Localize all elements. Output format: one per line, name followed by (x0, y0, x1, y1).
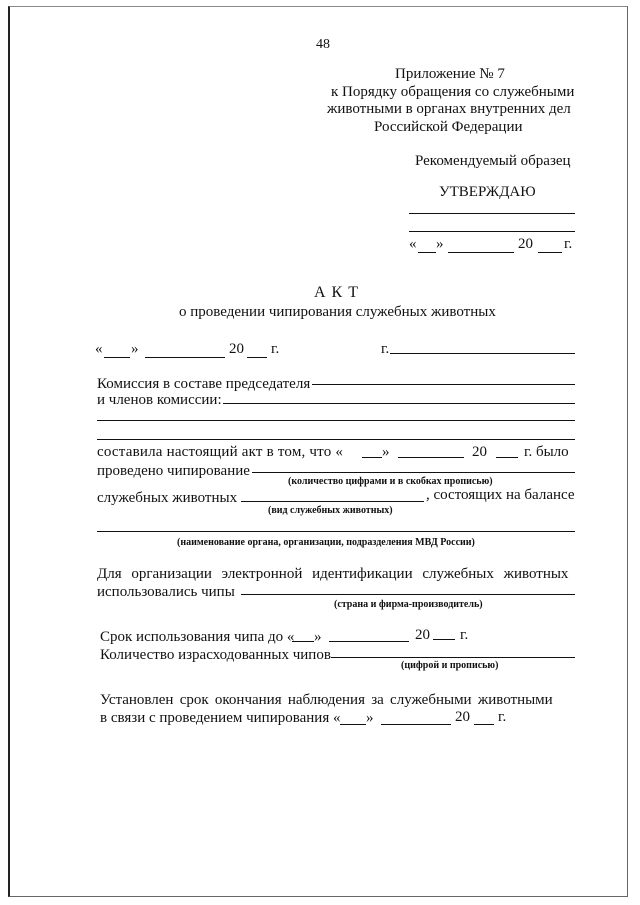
page-number: 48 (316, 37, 330, 52)
act-subtitle: о проведении чипирования служебных животных (179, 304, 496, 320)
observation-day-line (340, 724, 366, 725)
hint-org: (наименование органа, организации, подразделения МВД России) (177, 537, 475, 548)
chip-day-line (292, 641, 314, 642)
observation-line2-suffix: г. (498, 709, 507, 725)
chip-term-suffix: г. (460, 627, 469, 643)
compiled-text-start: составила настоящий акт в том, что « (97, 444, 344, 460)
approve-date-close: » (436, 236, 444, 252)
approve-title: УТВЕРЖДАЮ (439, 184, 536, 200)
identification-line2: использовались чипы (97, 584, 235, 600)
appendix-line2: к Порядку обращения со служебными (331, 84, 575, 100)
act-date-close: » (131, 341, 139, 357)
chip-term-year: 20 (415, 627, 430, 643)
act-city-line (390, 353, 575, 354)
act-day-line (104, 357, 130, 358)
approve-date-suffix: г. (564, 236, 573, 252)
observation-line2-close: » (366, 710, 374, 726)
identification-line1: Для организации электронной идентификации служебных животных (97, 566, 569, 582)
hint-count: (цифрой и прописью) (401, 660, 499, 671)
approve-name-line (409, 231, 575, 232)
appendix-line3: животными в органах внутренних дел (327, 101, 571, 117)
hint-quantity: (количество цифрами и в скобках прописью) (288, 476, 493, 487)
act-date-open: « (95, 341, 103, 357)
compiled-species-line (241, 501, 424, 502)
appendix-title: Приложение № 7 (395, 66, 505, 82)
chip-month-line (329, 641, 409, 642)
observation-line2-start: в связи с проведением чипирования « (100, 710, 341, 726)
act-title: А К Т (314, 284, 359, 301)
commission-members-line-2 (97, 420, 575, 421)
observation-month-line (381, 724, 451, 725)
commission-members-line-1 (223, 403, 575, 404)
act-year-line (247, 357, 267, 358)
act-city-prefix: г. (381, 341, 390, 357)
observation-year-line (474, 724, 494, 725)
commission-chair-label: Комиссия в составе председателя (97, 376, 311, 392)
hint-species: (вид служебных животных) (268, 505, 393, 516)
appendix-line4: Российской Федерации (374, 119, 523, 135)
chip-year-line (433, 639, 455, 640)
chip-count-label: Количество израсходованных чипов (100, 647, 331, 663)
commission-chair-line (312, 384, 575, 385)
hint-manufacturer: (страна и фирма-производитель) (334, 599, 483, 610)
identification-line (241, 594, 575, 595)
compiled-animals-label: служебных животных (97, 490, 238, 506)
compiled-quantity-line (252, 472, 575, 473)
compiled-day-line (362, 457, 382, 458)
commission-members-line-3 (97, 439, 575, 440)
approve-signature-line (409, 213, 575, 214)
compiled-text-close: » (382, 444, 390, 460)
approve-month-line (448, 252, 514, 253)
chip-term-label: Срок использования чипа до « (100, 629, 295, 645)
act-month-line (145, 357, 225, 358)
observation-line1: Установлен срок окончания наблюдения за служебными животными (100, 692, 553, 708)
compiled-balance-label: , состоящих на балансе (426, 487, 575, 503)
chip-count-line (331, 657, 575, 658)
act-date-suffix: г. (271, 341, 280, 357)
compiled-org-line (97, 531, 575, 532)
compiled-year-line (496, 457, 518, 458)
compiled-text-year: 20 (472, 444, 487, 460)
approve-date-open: « (409, 236, 417, 252)
compiled-month-line (398, 457, 464, 458)
approve-date-year: 20 (518, 236, 533, 252)
commission-members-label: и членов комиссии: (97, 392, 222, 408)
observation-line2-year: 20 (455, 709, 470, 725)
act-date-year: 20 (229, 341, 244, 357)
recommended-sample: Рекомендуемый образец (415, 153, 571, 169)
compiled-line2: проведено чипирование (97, 463, 250, 479)
compiled-text-end: г. было (524, 444, 569, 460)
approve-day-line (418, 252, 436, 253)
approve-year-line (538, 252, 562, 253)
chip-term-close: » (314, 629, 322, 645)
